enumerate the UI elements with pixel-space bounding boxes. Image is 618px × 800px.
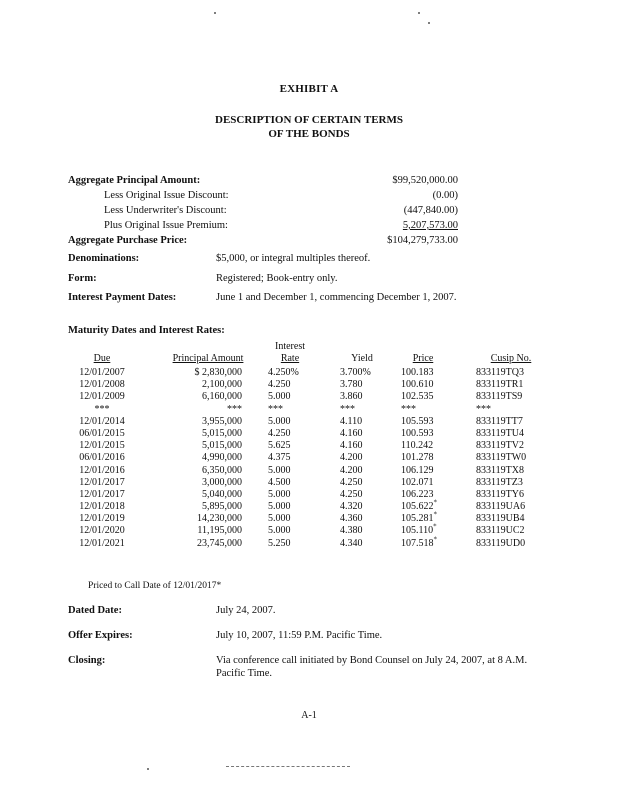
- cell-due-text: 12/01/2021: [79, 537, 125, 549]
- cell-price-text: 105.622: [401, 501, 434, 513]
- cell-price: [401, 440, 445, 452]
- cell-yield: [340, 440, 384, 452]
- cell-due: [72, 465, 132, 477]
- table-row: [72, 498, 554, 513]
- cell-rate: [268, 416, 310, 428]
- cell-rate-text: 5.625: [268, 440, 291, 452]
- cell-rate-text: 5.000: [268, 513, 291, 525]
- cell-price-text: 102.071: [401, 476, 434, 488]
- cell-due-text: 12/01/2009: [79, 391, 125, 403]
- cell-price: [401, 465, 445, 477]
- footer-rule: [226, 766, 350, 767]
- header-due: Due: [93, 353, 111, 364]
- aggregate-value: $99,520,000.00: [392, 175, 458, 186]
- cell-rate: [268, 525, 310, 537]
- cell-cusip: [476, 367, 546, 379]
- cell-rate: [268, 379, 310, 391]
- cell-cusip: [476, 477, 546, 489]
- cell-cusip: [476, 538, 546, 550]
- cell-yield-text: 4.160: [340, 427, 363, 439]
- cell-cusip-text: 833119TV2: [476, 440, 524, 452]
- cell-rate-text: 4.375: [268, 452, 291, 464]
- aggregate-value: 5,207,573.00: [402, 220, 458, 231]
- purchase-price-row: [68, 233, 458, 248]
- cell-price-text: 106.223: [401, 488, 434, 500]
- scan-speck: [214, 12, 216, 14]
- maturity-title: Maturity Dates and Interest Rates:: [68, 325, 225, 336]
- header-cusip: Cusip No.: [490, 353, 532, 364]
- aggregate-label: Aggregate Purchase Price:: [68, 235, 188, 246]
- table-row: [72, 428, 554, 440]
- cell-cusip-text: 833119UC2: [476, 525, 525, 537]
- cell-rate-text: 4.250%: [268, 367, 299, 378]
- cell-due-text: 06/01/2015: [79, 427, 125, 439]
- cell-cusip-text: 833119TQ3: [476, 367, 524, 378]
- scan-speck: [428, 22, 430, 24]
- cell-yield: [340, 538, 384, 550]
- cell-yield-text: 4.320: [340, 501, 363, 513]
- cell-due: [72, 513, 132, 525]
- cell-yield: [340, 525, 384, 537]
- cell-cusip-text: 833119TS9: [476, 391, 523, 403]
- cell-cusip: [476, 489, 546, 501]
- cell-price: [401, 404, 445, 416]
- aggregate-label: Aggregate Principal Amount:: [68, 175, 201, 186]
- cell-yield: [340, 465, 384, 477]
- cell-yield: [340, 489, 384, 501]
- cell-yield-text: 4.360: [340, 513, 363, 525]
- cell-yield-text: 4.160: [340, 440, 363, 452]
- table-row: [72, 510, 554, 525]
- cell-price-text: 105.281: [401, 513, 434, 525]
- cell-yield-text: 3.780: [340, 379, 363, 391]
- subtitle-line-2: OF THE BONDS: [268, 128, 350, 140]
- cell-due-text: 12/01/2017: [79, 476, 125, 488]
- cell-yield-text: ***: [340, 403, 355, 415]
- cell-principal-text: 3,000,000: [202, 476, 242, 488]
- cell-due-text: 12/01/2016: [79, 464, 125, 476]
- cell-cusip: [476, 416, 546, 428]
- cell-yield: [340, 477, 384, 489]
- cell-principal-text: 5,015,000: [202, 440, 242, 452]
- cell-cusip: [476, 391, 546, 403]
- subtitle-line-1: DESCRIPTION OF CERTAIN TERMS: [215, 114, 403, 126]
- underwriter-discount-row: [68, 203, 458, 218]
- cell-price: [401, 477, 445, 489]
- cell-cusip-text: 833119UD0: [476, 537, 526, 549]
- cell-due-text: 12/01/2007: [79, 367, 125, 378]
- cell-due-text: 12/01/2015: [79, 440, 125, 452]
- call-asterisk: *: [433, 510, 437, 519]
- header-price: Price: [412, 353, 434, 364]
- cell-principal: [150, 452, 242, 464]
- exhibit-subtitle: [0, 113, 618, 141]
- cell-rate: [268, 501, 310, 513]
- cell-principal: [150, 379, 242, 391]
- cell-price: [401, 535, 445, 550]
- cell-rate-text: 5.250: [268, 537, 291, 549]
- cell-due: [72, 391, 132, 403]
- cell-principal-text: 5,895,000: [202, 501, 242, 513]
- cell-principal-text: 3,955,000: [202, 415, 242, 427]
- denominations-label: Denominations:: [68, 253, 140, 264]
- aggregate-principal-row: [68, 173, 458, 188]
- offer-expires-label: Offer Expires:: [68, 630, 133, 641]
- cell-principal: [150, 440, 242, 452]
- cell-yield-text: 3.860: [340, 391, 363, 403]
- cell-due-text: 06/01/2016: [79, 452, 125, 464]
- cell-rate-text: 5.000: [268, 501, 291, 513]
- cell-principal-text: 23,745,000: [197, 537, 242, 549]
- cell-principal: [150, 489, 242, 501]
- aggregate-label: Less Underwriter's Discount:: [104, 205, 227, 216]
- cell-principal-text: 2,100,000: [202, 379, 242, 391]
- call-asterisk: *: [433, 523, 437, 532]
- cell-cusip: [476, 379, 546, 391]
- cell-price: [401, 416, 445, 428]
- cell-rate-text: 4.500: [268, 476, 291, 488]
- cell-yield: [340, 416, 384, 428]
- cell-principal-text: ***: [227, 403, 242, 415]
- cell-due-text: 12/01/2017: [79, 488, 125, 500]
- cell-price: [401, 489, 445, 501]
- cell-principal-text: 5,015,000: [202, 427, 242, 439]
- cell-cusip-text: 833119TU4: [476, 427, 524, 439]
- cell-price-text: 100.593: [401, 427, 434, 439]
- cell-due-text: 12/01/2018: [79, 501, 125, 513]
- cell-cusip: [476, 428, 546, 440]
- cell-due: [72, 477, 132, 489]
- cell-yield-text: 4.250: [340, 488, 363, 500]
- cell-rate-text: 4.250: [268, 427, 291, 439]
- issue-premium-row: [68, 218, 458, 233]
- cell-price: [401, 391, 445, 403]
- cell-principal-text: 6,350,000: [202, 464, 242, 476]
- page-number: A-1: [301, 710, 317, 721]
- cell-due: [72, 440, 132, 452]
- cell-price: [401, 367, 445, 379]
- cell-rate: [268, 452, 310, 464]
- table-row: [72, 391, 554, 403]
- cell-due: [72, 538, 132, 550]
- cell-rate: [268, 404, 310, 416]
- cell-price: [401, 498, 445, 513]
- cell-due: [72, 428, 132, 440]
- cell-yield: [340, 379, 384, 391]
- form-value: Registered; Book-entry only.: [216, 273, 338, 284]
- cell-yield: [340, 513, 384, 525]
- cell-yield: [340, 367, 384, 379]
- cell-principal: [150, 404, 242, 416]
- cell-yield-text: 4.250: [340, 476, 363, 488]
- cell-principal: [150, 428, 242, 440]
- cell-cusip: [476, 501, 546, 513]
- cell-principal: [150, 501, 242, 513]
- table-row: [72, 404, 554, 416]
- cell-yield-text: 4.200: [340, 464, 363, 476]
- cell-rate: [268, 391, 310, 403]
- cell-price: [401, 379, 445, 391]
- cell-price-text: 100.610: [401, 379, 434, 391]
- cell-price-text: 102.535: [401, 391, 434, 403]
- cell-price: [401, 525, 445, 537]
- cell-rate-text: 5.000: [268, 525, 291, 537]
- cell-price-text: ***: [401, 403, 416, 415]
- cell-price: [401, 428, 445, 440]
- header-principal: Principal Amount: [172, 353, 244, 364]
- cell-yield-text: 4.340: [340, 537, 363, 549]
- dated-date-label: Dated Date:: [68, 605, 122, 616]
- table-row: [72, 440, 554, 452]
- cell-cusip: [476, 452, 546, 464]
- cell-due: [72, 416, 132, 428]
- cell-principal: [150, 525, 242, 537]
- cell-rate-text: 4.250: [268, 379, 291, 391]
- cell-cusip: [476, 525, 546, 537]
- cell-due-text: ***: [94, 403, 110, 415]
- offer-expires-value: July 10, 2007, 11:59 P.M. Pacific Time.: [216, 630, 383, 641]
- cell-rate: [268, 367, 310, 379]
- call-asterisk: *: [433, 535, 437, 544]
- cell-yield-text: 4.380: [340, 525, 363, 537]
- cell-cusip-text: 833119TY6: [476, 488, 524, 500]
- cell-yield-text: 4.110: [340, 415, 363, 427]
- table-row: [72, 367, 554, 379]
- cell-price-text: 105.110: [401, 525, 434, 537]
- aggregate-value: (0.00): [432, 190, 458, 201]
- cell-principal-text: 14,230,000: [197, 513, 242, 525]
- cell-price-text: 106.129: [401, 464, 434, 476]
- cell-due: [72, 489, 132, 501]
- cell-due-text: 12/01/2020: [79, 525, 125, 537]
- form-label: Form:: [68, 273, 97, 284]
- table-row: [72, 465, 554, 477]
- aggregate-value: $104,279,733.00: [387, 235, 458, 246]
- cell-due: [72, 367, 132, 379]
- table-row: [72, 452, 554, 464]
- maturity-rows: [72, 367, 554, 550]
- interest-dates-label: Interest Payment Dates:: [68, 292, 177, 303]
- cell-rate-text: 5.000: [268, 415, 291, 427]
- header-rate-top: Interest: [275, 341, 305, 352]
- table-row: [72, 535, 554, 550]
- cell-due: [72, 379, 132, 391]
- dated-date-value: July 24, 2007.: [216, 605, 276, 616]
- cell-cusip-text: 833119TZ3: [476, 476, 523, 488]
- cell-yield-text: 3.700%: [340, 367, 371, 378]
- cell-principal: [150, 465, 242, 477]
- cell-due: [72, 525, 132, 537]
- cell-principal: [150, 513, 242, 525]
- header-rate: Rate: [280, 353, 300, 364]
- header-yield: Yield: [351, 353, 373, 364]
- cell-cusip-text: 833119TT7: [476, 415, 523, 427]
- cell-due-text: 12/01/2008: [79, 379, 125, 391]
- cell-yield: [340, 452, 384, 464]
- cell-principal-text: 6,160,000: [202, 391, 242, 403]
- cell-price-text: 107.518: [401, 537, 434, 549]
- cell-rate: [268, 428, 310, 440]
- maturity-header: [72, 339, 554, 367]
- table-row: [72, 416, 554, 428]
- closing-value: Via conference call initiated by Bond Counsel on July 24, 2007, at 8 A.M. Pacific Time.: [216, 655, 528, 679]
- cell-principal: [150, 367, 242, 379]
- interest-dates-value: June 1 and December 1, commencing December 1, 2007.: [216, 292, 457, 303]
- cell-yield: [340, 501, 384, 513]
- cell-principal: [150, 477, 242, 489]
- cell-rate-text: ***: [268, 403, 283, 415]
- cell-cusip-text: 833119UA6: [476, 501, 526, 513]
- cell-principal: [150, 416, 242, 428]
- cell-rate: [268, 538, 310, 550]
- table-row: [72, 489, 554, 501]
- cell-price: [401, 452, 445, 464]
- cell-due: [72, 501, 132, 513]
- issue-discount-row: [68, 188, 458, 203]
- cell-cusip-text: ***: [476, 403, 491, 415]
- call-asterisk: *: [433, 498, 437, 507]
- cell-price-text: 110.242: [401, 440, 434, 452]
- cell-due: [72, 452, 132, 464]
- cell-principal: [150, 391, 242, 403]
- cell-yield: [340, 404, 384, 416]
- cell-rate: [268, 477, 310, 489]
- cell-principal-text: $ 2,830,000: [194, 367, 242, 378]
- exhibit-title: EXHIBIT A: [279, 83, 339, 95]
- cell-principal: [150, 538, 242, 550]
- cell-rate-text: 5.000: [268, 464, 291, 476]
- table-row: [72, 379, 554, 391]
- aggregate-value: (447,840.00): [403, 205, 458, 216]
- cell-yield: [340, 391, 384, 403]
- cell-principal-text: 4,990,000: [202, 452, 242, 464]
- cell-price-text: 105.593: [401, 415, 434, 427]
- cell-due-text: 12/01/2014: [79, 415, 125, 427]
- cell-rate-text: 5.000: [268, 391, 291, 403]
- cell-rate: [268, 465, 310, 477]
- cell-due-text: 12/01/2019: [79, 513, 125, 525]
- cell-cusip-text: 833119TX8: [476, 464, 524, 476]
- aggregate-label: Less Original Issue Discount:: [104, 190, 229, 201]
- cell-rate: [268, 440, 310, 452]
- cell-rate-text: 5.000: [268, 488, 291, 500]
- denominations-value: $5,000, or integral multiples thereof.: [216, 253, 371, 264]
- cell-cusip: [476, 440, 546, 452]
- maturity-table: [72, 339, 554, 550]
- cell-rate: [268, 489, 310, 501]
- cell-due: [72, 404, 132, 416]
- cell-rate: [268, 513, 310, 525]
- cell-price-text: 101.278: [401, 452, 434, 464]
- cell-principal-text: 5,040,000: [202, 488, 242, 500]
- aggregate-summary: [68, 173, 458, 248]
- table-row: [72, 525, 554, 537]
- cell-cusip-text: 833119TR1: [476, 379, 524, 391]
- cell-principal-text: 11,195,000: [197, 525, 242, 537]
- scan-speck: [418, 12, 420, 14]
- call-date-note: Priced to Call Date of 12/01/2017*: [88, 581, 222, 591]
- cell-price-text: 100.183: [401, 367, 434, 378]
- aggregate-label: Plus Original Issue Premium:: [104, 220, 228, 231]
- table-row: [72, 477, 554, 489]
- cell-yield: [340, 428, 384, 440]
- cell-cusip: [476, 465, 546, 477]
- cell-cusip-text: 833119UB4: [476, 513, 525, 525]
- closing-label: Closing:: [68, 655, 106, 666]
- cell-cusip: [476, 513, 546, 525]
- cell-yield-text: 4.200: [340, 452, 363, 464]
- cell-cusip-text: 833119TW0: [476, 452, 527, 464]
- scan-speck: [147, 768, 149, 770]
- cell-cusip: [476, 404, 546, 416]
- cell-price: [401, 510, 445, 525]
